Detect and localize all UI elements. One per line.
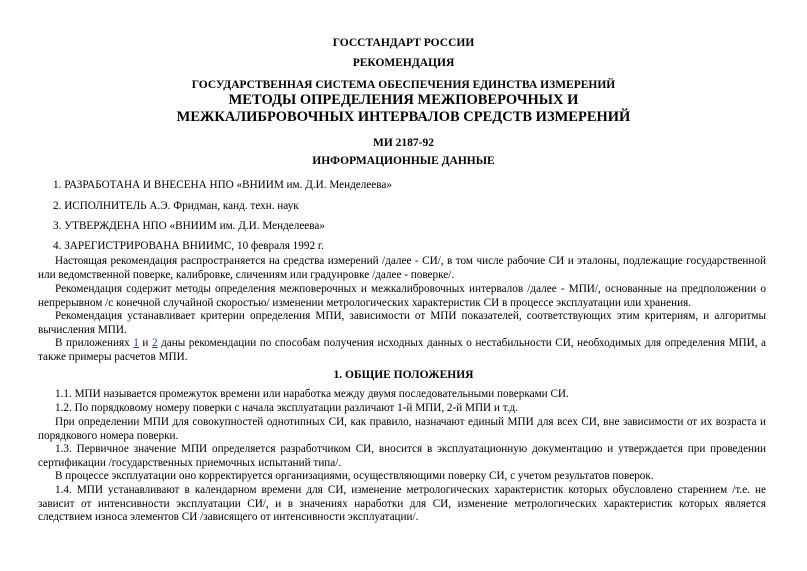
intro-paragraph-criteria: Рекомендация устанавливает критерии определения МПИ, зависимости от МПИ показателей, соответствующих этим критериям, и алгоритмы вычисления МПИ.: [38, 310, 766, 336]
info-heading: ИНФОРМАЦИОННЫЕ ДАННЫЕ: [312, 155, 495, 167]
info-item-approved: 3. УТВЕРЖДЕНА НПО «ВНИИМ им. Д.И. Менделеева»: [53, 220, 325, 232]
doc-title-line-1: МЕТОДЫ ОПРЕДЕЛЕНИЯ МЕЖПОВЕРОЧНЫХ И: [228, 92, 579, 108]
intro-paragraph-scope: Настоящая рекомендация распространяется на средства измерений /далее - СИ/, в том числе рабочие СИ и эталоны, подлежащие государственной или ведомственной поверке, калибровке, сличениям или градуировке /далее - поверке/.: [38, 255, 766, 281]
clause-1-4: 1.4. МПИ устанавливают в календарном времени для СИ, изменение метрологических характеристик которых обусловлено старением /т.е. не зависит от интенсивности эксплуатации СИ/, и в значениях наработки для СИ, изменение метрологических характеристик которых является следствием износа элементов СИ /зависящего от интенсивности эксплуатации/.: [38, 484, 766, 524]
intro-paragraph-appendices: [38, 337, 766, 364]
appendix-2-link[interactable]: 2: [151, 337, 158, 349]
clause-1-2-note: При определении МПИ для совокупностей однотипных СИ, как правило, назначают единый МПИ для всех СИ, вне зависимости от их возраста и порядкового номера поверки.: [38, 416, 766, 442]
doc-code: МИ 2187-92: [372, 137, 434, 149]
clause-1-1: 1.1. МПИ называется промежуток времени или наработка между двумя последовательными поверками СИ.: [55, 388, 569, 400]
appendix-1-link[interactable]: 1: [133, 337, 139, 349]
info-item-executor: 2. ИСПОЛНИТЕЛЬ А.Э. Фридман, канд. техн. наук: [53, 200, 299, 212]
clause-1-2: 1.2. По порядковому номеру поверки с начала эксплуатации различают 1-й МПИ, 2-й МПИ и т.д.: [55, 402, 519, 414]
intro-paragraph-content: Рекомендация содержит методы определения межповерочных и межкалибровочных интервалов /далее - МПИ/, основанные на предположении о непрерывном /с конечной случайной скоростью/ изменении метрологических характеристик СИ в процессе эксплуатации или хранения.: [38, 283, 766, 309]
appendices-prefix: В приложениях: [55, 337, 130, 349]
appendices-and: и: [142, 337, 149, 349]
org-name: ГОССТАНДАРТ РОССИИ: [332, 37, 475, 49]
clause-1-3: 1.3. Первичное значение МПИ определяется разработчиком СИ, вносится в эксплуатационную документацию и утверждается при проведении сертификации /государственных приемочных испытаний типа/.: [38, 443, 766, 469]
info-item-developer: 1. РАЗРАБОТАНА И ВНЕСЕНА НПО «ВНИИМ им. Д.И. Менделеева»: [53, 179, 392, 191]
clause-1-3-note: В процессе эксплуатации оно корректируется организациями, осуществляющими поверку СИ, с учетом результатов поверок.: [55, 470, 654, 482]
doc-title-line-2: МЕЖКАЛИБРОВОЧНЫХ ИНТЕРВАЛОВ СРЕДСТВ ИЗМЕРЕНИЙ: [176, 109, 631, 125]
appendices-suffix: даны рекомендации по способам получения исходных данных о нестабильности СИ, необходимых для определения МПИ, а также примеры расчетов МПИ.: [38, 337, 767, 363]
system-name: ГОСУДАРСТВЕННАЯ СИСТЕМА ОБЕСПЕЧЕНИЯ ЕДИНСТВА ИЗМЕРЕНИЙ: [191, 79, 616, 91]
section-1-heading: 1. ОБЩИЕ ПОЛОЖЕНИЯ: [333, 369, 474, 381]
doc-type: РЕКОМЕНДАЦИЯ: [352, 57, 455, 69]
info-item-registered: 4. ЗАРЕГИСТРИРОВАНА ВНИИМС, 10 февраля 1992 г.: [53, 240, 324, 252]
